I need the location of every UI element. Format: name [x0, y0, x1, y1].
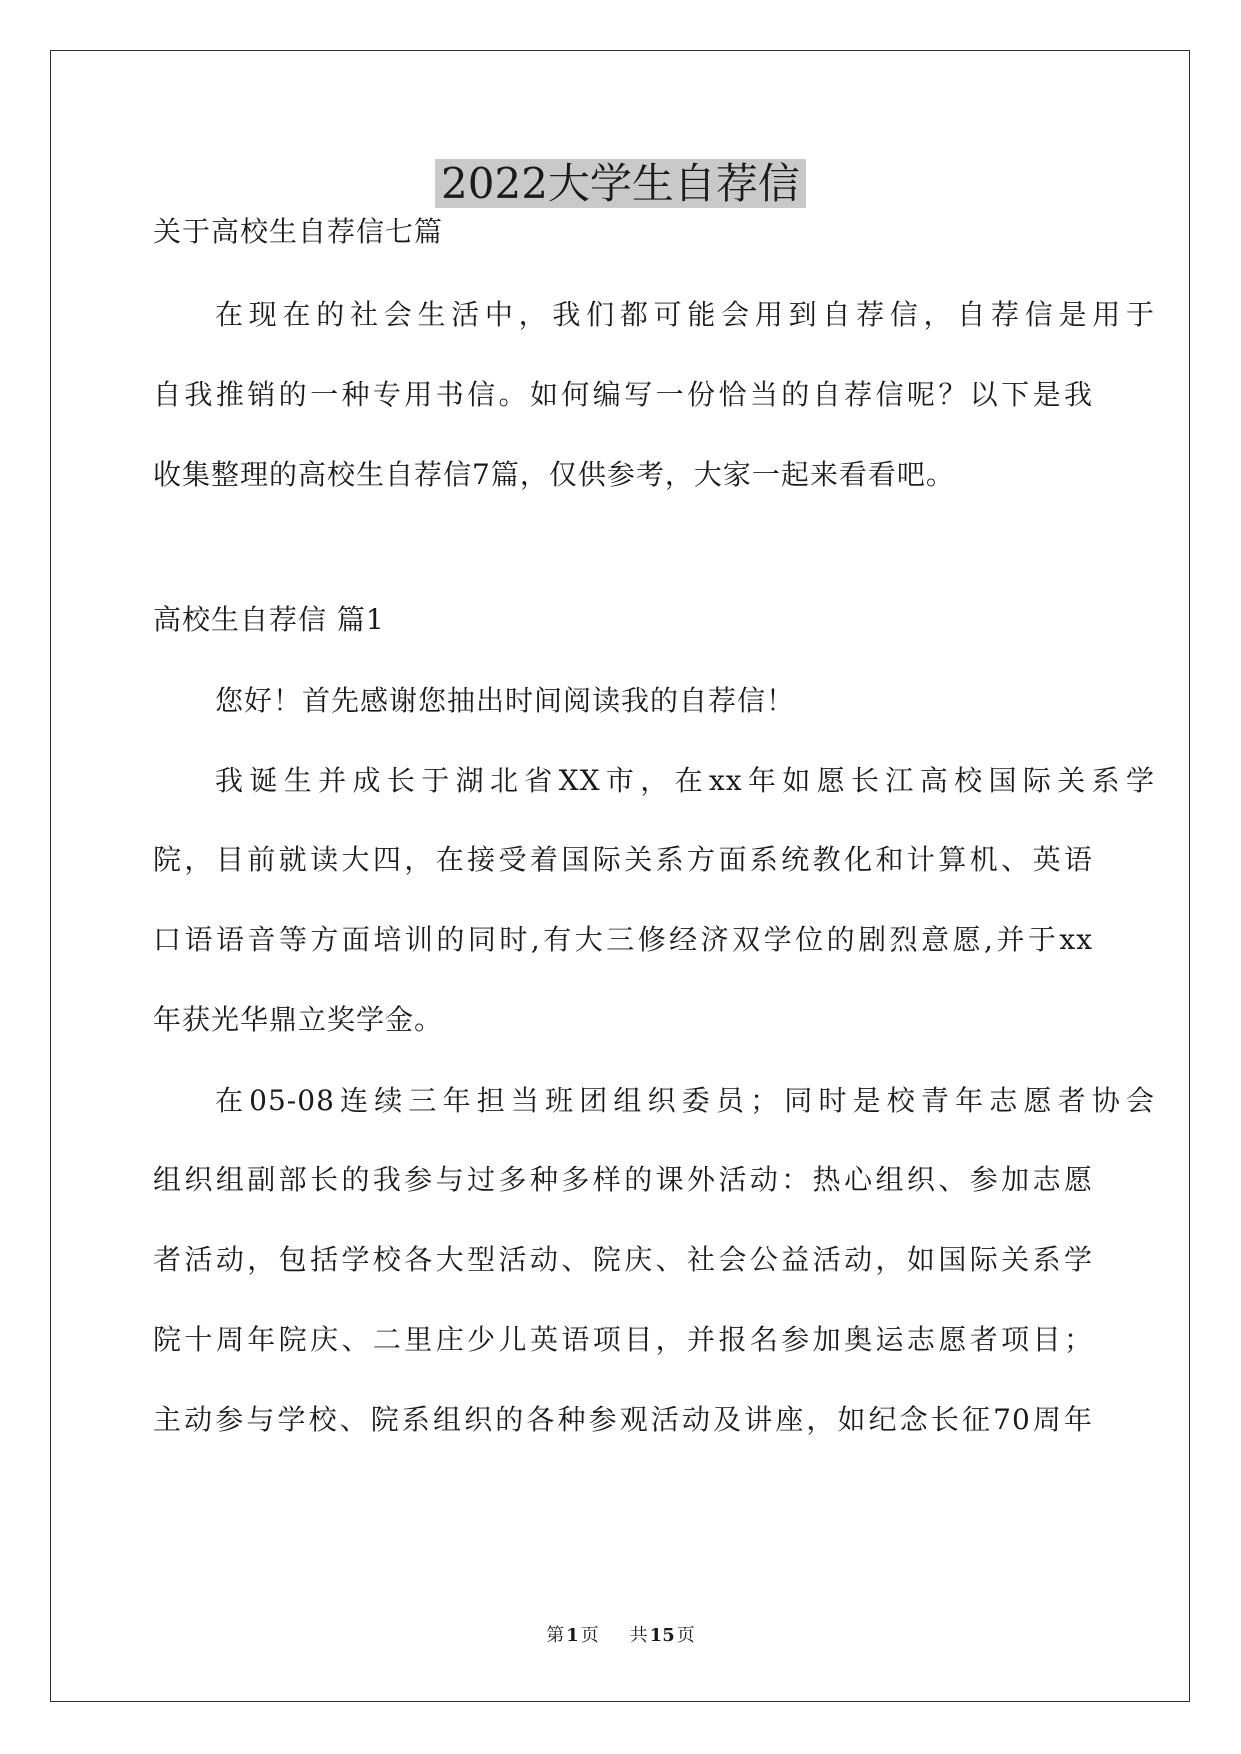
- total-suffix: 页: [676, 1625, 695, 1646]
- page-current: 1: [566, 1625, 579, 1646]
- paragraph2-line: 院十周年院庆、二里庄少儿英语项目，并报名参加奥运志愿者项目；: [153, 1323, 1093, 1356]
- page-suffix: 页: [580, 1625, 599, 1646]
- page-total: [628, 1625, 697, 1646]
- paragraph2-line: 主动参与学校、院系组织的各种参观活动及讲座，如纪念长征70周年: [153, 1403, 1093, 1436]
- page-number: [544, 1625, 601, 1646]
- section-heading: 高校生自荐信 篇1: [153, 603, 385, 636]
- paragraph1-line: 口语语音等方面培训的同时,有大三修经济双学位的剧烈意愿,并于xx: [153, 923, 1093, 956]
- page-footer: [0, 1624, 1241, 1648]
- intro-line: 在现在的社会生活中，我们都可能会用到自荐信，自荐信是用于: [215, 298, 1155, 331]
- document-title: [0, 152, 1241, 216]
- paragraph1-line: 年获光华鼎立奖学金。: [153, 1003, 444, 1036]
- document-subtitle: 关于高校生自荐信七篇: [153, 215, 444, 248]
- paragraph2-line: 组织组副部长的我参与过多种多样的课外活动：热心组织、参加志愿: [153, 1163, 1093, 1196]
- paragraph1-line: 我诞生并成长于湖北省XX市，在xx年如愿长江高校国际关系学: [215, 764, 1155, 797]
- intro-line: 收集整理的高校生自荐信7篇，仅供参考，大家一起来看看吧。: [153, 458, 955, 491]
- intro-line: 自我推销的一种专用书信。如何编写一份恰当的自荐信呢？以下是我: [153, 378, 1093, 411]
- paragraph2-line: 者活动，包括学校各大型活动、院庆、社会公益活动，如国际关系学: [153, 1243, 1093, 1276]
- paragraph1-line: 院，目前就读大四，在接受着国际关系方面系统教化和计算机、英语: [153, 843, 1093, 876]
- total-count: 15: [649, 1625, 675, 1646]
- page-prefix: 第: [546, 1625, 565, 1646]
- greeting-line: 您好！首先感谢您抽出时间阅读我的自荐信！: [215, 684, 796, 717]
- paragraph2-line: 在05-08连续三年担当班团组织委员；同时是校青年志愿者协会: [215, 1084, 1155, 1117]
- document-title-text: 2022大学生自荐信: [435, 159, 806, 208]
- total-prefix: 共: [629, 1625, 648, 1646]
